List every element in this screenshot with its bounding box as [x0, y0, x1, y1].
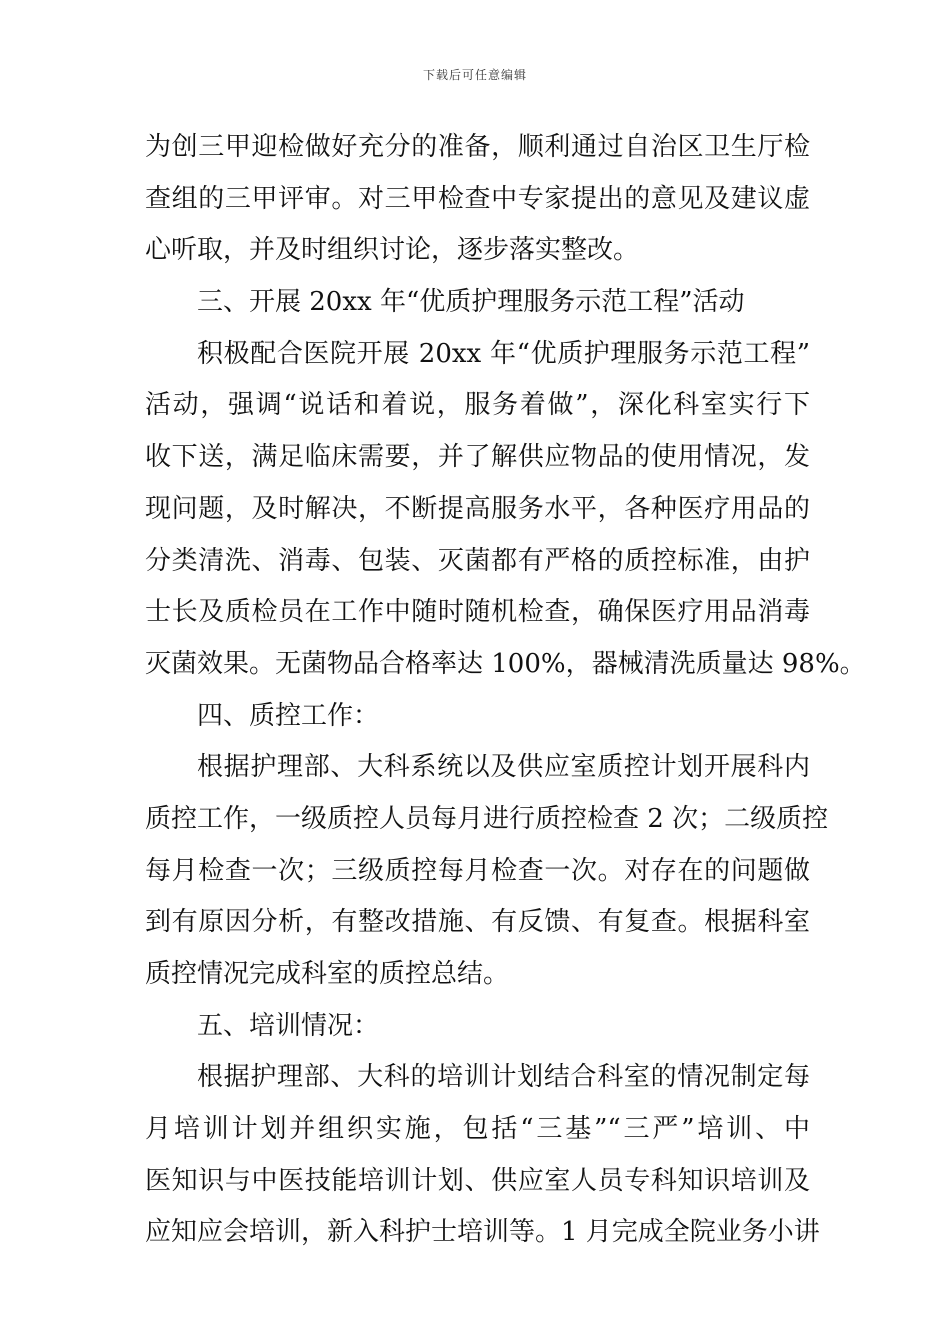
text-line: 灭菌效果。无菌物品合格率达 100%，器械清洗质量达 98%。	[145, 648, 866, 679]
text-line: 查组的三甲评审。对三甲检查中专家提出的意见及建议虚	[145, 183, 810, 214]
text-line: 士长及质检员在工作中随时随机检查，确保医疗用品消毒	[145, 597, 810, 628]
page-header-note: 下载后可任意编辑	[422, 68, 527, 82]
text-line: 分类清洗、消毒、包装、灭菌都有严格的质控标准，由护	[145, 545, 810, 576]
text-line: 每月检查一次；三级质控每月检查一次。对存在的问题做	[145, 855, 810, 886]
text-line: 医知识与中医技能培训计划、供应室人员专科知识培训及	[145, 1165, 810, 1196]
text-line: 月培训计划并组织实施，包括“三基”“三严”培训、中	[145, 1114, 810, 1145]
document-body	[145, 122, 866, 1259]
text-line: 心听取，并及时组织讨论，逐步落实整改。	[145, 235, 640, 266]
paragraph-first-line: 根据护理部、大科系统以及供应室质控计划开展科内	[197, 752, 810, 783]
section-heading-4: 四、质控工作：	[197, 700, 380, 731]
text-line: 现问题，及时解决，不断提高服务水平，各种医疗用品的	[145, 493, 810, 524]
section-heading-5: 五、培训情况：	[197, 1010, 380, 1041]
text-line: 应知应会培训，新入科护士培训等。1 月完成全院业务小讲	[145, 1217, 820, 1248]
text-line: 为创三甲迎检做好充分的准备，顺利通过自治区卫生厅检	[145, 132, 810, 162]
paragraph-first-line: 根据护理部、大科的培训计划结合科室的情况制定每	[197, 1062, 810, 1093]
text-line: 活动，强调“说话和着说，服务着做”，深化科室实行下	[145, 390, 810, 421]
text-line: 到有原因分析，有整改措施、有反馈、有复查。根据科室	[145, 907, 810, 938]
text-line: 质控工作，一级质控人员每月进行质控检查 2 次；二级质控	[145, 803, 829, 834]
section-heading-3: 三、开展 20xx 年“优质护理服务示范工程”活动	[197, 287, 745, 318]
paragraph-first-line: 积极配合医院开展 20xx 年“优质护理服务示范工程”	[197, 338, 810, 369]
text-line: 质控情况完成科室的质控总结。	[145, 959, 510, 989]
text-line: 收下送，满足临床需要，并了解供应物品的使用情况，发	[145, 442, 810, 473]
